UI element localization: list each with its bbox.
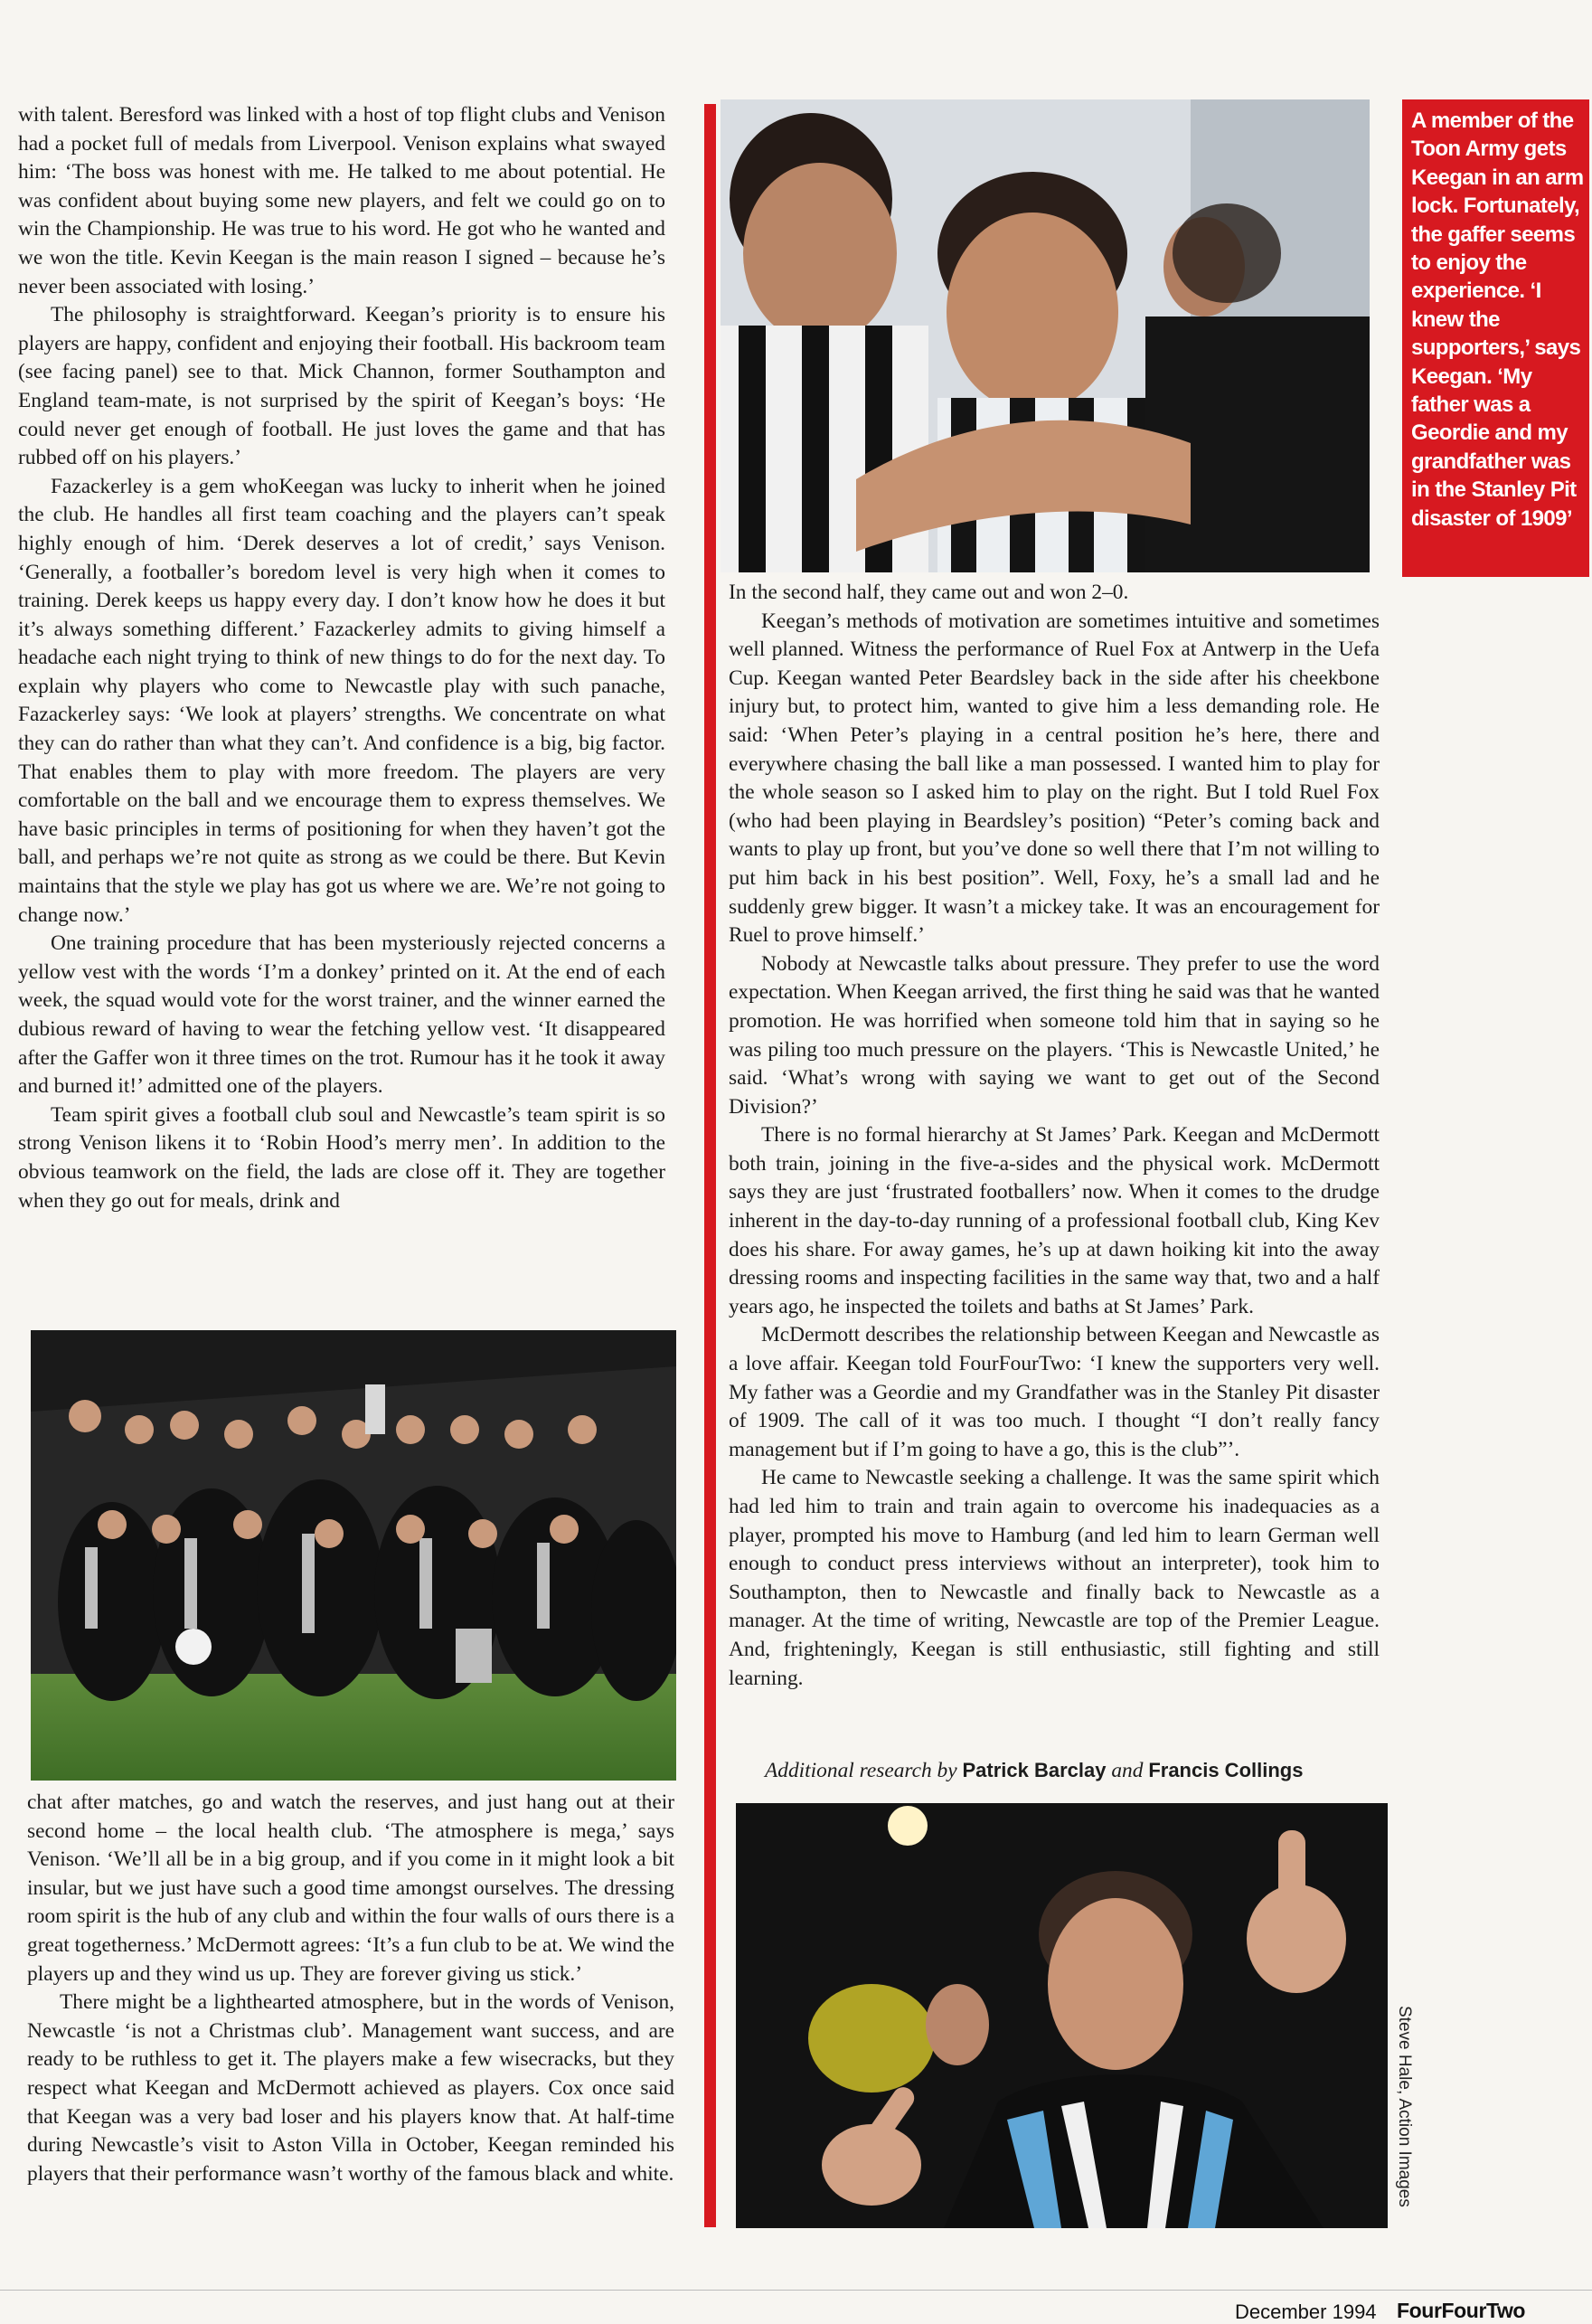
keegan-arm-lock-photo	[721, 99, 1370, 572]
footer-date: December 1994	[1235, 2300, 1377, 2323]
article-paragraph: Nobody at Newcastle talks about pressure. They prefer to use the word expectation. When Keegan arrived, the first thing he said was that he wanted promotion. He was horrified when someone told him that in saying so he was piling too much pressure on the players. ‘This is Newcastle United,’ he said. ‘What’s wrong with saying we want to get out of the Second Division?’	[729, 951, 1380, 1119]
research-joiner: and	[1111, 1759, 1144, 1782]
photo-caption-box: A member of the Toon Army gets Keegan in an arm lock. Fortunately, the gaffer seems to enjoy the experience. ‘I knew the supporters,’ says Keegan. ‘My father was a Geordie and my grandfather was in the Stanley Pit disaster of 1909’	[1402, 99, 1589, 577]
article-paragraph: Team spirit gives a football club soul and Newcastle’s team spirit is so strong Venison likens it to ‘Robin Hood’s merry men’. In addition to the obvious teamwork on the field, the lads are close off it. They are together when they go out for meals, drink and	[18, 1102, 665, 1213]
article-paragraph: chat after matches, go and watch the reserves, and just hang out at their second home – the local health club. ‘The atmosphere is mega,’ says Venison. ‘We’ll all be in a big group, and if you come in it might look a bit insular, but we just have such a good time amongst ourselves. The dressing room spirit is the hub of any club and within the four walls of ours there is a great togetherness.’ McDermott agrees: ‘It’s a fun club to be at. We wind the players up and they wind us up. They are forever giving us stick.’	[27, 1790, 674, 1986]
research-prefix: Additional research by	[765, 1759, 957, 1782]
keegan-thumbs-up-photo	[736, 1803, 1388, 2228]
article-left-bottom	[27, 1789, 674, 2188]
article-paragraph: The philosophy is straightforward. Keegan’s priority is to ensure his players are happy, confident and enjoying their football. His backroom team (see facing panel) see to that. Mick Channon, former Southampton and England team-mate, is not surprised by the spirit of Keegan’s boys: ‘He could never get enough of football. He just loves the game and that has rubbed off on his players.’	[18, 303, 665, 470]
article-paragraph: One training procedure that has been mysteriously rejected concerns a yellow vest with the words ‘I’m a donkey’ printed on it. At the end of each week, the squad would vote for the worst trainer, and the winner earned the dubious reward of having to wear the fetching yellow vest. ‘It disappeared after the Gaffer won it three times on the trot. Rumour has it he took it away and burned it!’ admitted one of the players.	[18, 931, 665, 1099]
article-paragraph: In the second half, they came out and won 2–0.	[729, 581, 1129, 604]
researcher-name: Patrick Barclay	[962, 1759, 1107, 1781]
article-paragraph: There might be a lighthearted atmosphere, but in the words of Venison, Newcastle ‘is not a Christmas club’. Management want success, and are ready to be ruthless to get it. The players make a few wisecracks, but they respect what Keegan and McDermott achieved as players. Cox once said that Keegan was a very bad loser and his players know that. At half-time during Newcastle’s visit to Aston Villa in October, Keegan reminded his players that their performance wasn’t worthy of the famous black and white.	[27, 1990, 674, 2186]
article-paragraph: with talent. Beresford was linked with a host of top flight clubs and Venison had a pocket full of medals from Liverpool. Venison explains what swayed him: ‘The boss was honest with me. He talked to me about potential. He was confident about buying some new players, and felt we could go on to win the Championship. He was true to his word. He got who he wanted and we won the title. Kevin Keegan is the main reason I signed – because he’s never been associated with losing.’	[18, 103, 665, 298]
photo-credit: Steve Hale, Action Images	[1395, 2006, 1414, 2207]
team-celebration-photo	[31, 1330, 676, 1781]
additional-research-credit	[765, 1757, 1303, 1784]
researcher-name: Francis Collings	[1148, 1759, 1304, 1781]
article-paragraph: McDermott describes the relationship between Keegan and Newcastle as a love affair. Keegan told FourFourTwo: ‘I knew the supporters very well. My father was a Geordie and my Grandfather was in the Stanley Pit disaster of 1909. The call of it was too much. I thought “I don’t really fancy management but if I’m going to have a go, this is the club”’.	[729, 1323, 1380, 1461]
article-paragraph: Keegan’s methods of motivation are sometimes intuitive and sometimes well planned. Witness the performance of Ruel Fox at Antwerp in the Uefa Cup. Keegan wanted Peter Beardsley back in the side after his cheekbone injury but, to protect him, wanted to give him a less demanding role. He said: ‘When Peter’s playing in a central position he’s here, there and everywhere chasing the ball like a man possessed. I wanted him to play for the whole season so I asked him to play on the right. But I told Ruel Fox (who had been playing in Beardsley’s position) “Peter’s coming back and wants to play up front, but you’ve done so well there that I’m not willing to put him back in his best position”. Well, Foxy, he’s a small lad and he suddenly grew bigger. It wasn’t a mickey take. It was an encouragement for Ruel to prove himself.’	[729, 609, 1380, 948]
article-paragraph: Fazackerley is a gem whoKeegan was lucky to inherit when he joined the club. He handles all first team coaching and the players can’t speak highly enough of him. ‘Derek deserves a lot of credit,’ says Venison. ‘Generally, a footballer’s boredom level is very high when it comes to training. Derek keeps us happy every day. I don’t know how he does it but it’s always something different.’ Fazackerley admits to giving himself a headache each night trying to think of new things to do for the next day. To explain why players who come to Newcastle play with such panache, Fazackerley says: ‘We look at players’ strengths. We concentrate on what they can do rather than what they can’t. And confidence is a big, big factor. That enables them to play with more freedom. The players are very comfortable on the ball and we encourage them to express themselves. We have basic principles in terms of positioning for when they haven’t got the ball, and perhaps we’re not quite as strong as we could be there. But Kevin maintains that the style we play has got us where we are. We’re not going to change now.’	[18, 474, 665, 927]
column-divider-rule	[704, 104, 716, 2227]
article-paragraph: There is no formal hierarchy at St James’ Park. Keegan and McDermott both train, joining in the five-a-sides and the physical work. McDermott says they are just ‘frustrated footballers’ now. When it comes to the drudge inherent in the day-to-day running of a professional football club, King Kev does his share. For away games, he’s up at dawn hoiking kit into the away dressing rooms and inspecting facilities in the same way that, two and a half years ago, he inspected the toilets and baths at St James’ Park.	[729, 1123, 1380, 1318]
footer-rule	[0, 2290, 1592, 2291]
article-left-top	[18, 101, 665, 1215]
article-right-column	[729, 579, 1380, 1693]
article-paragraph: He came to Newcastle seeking a challenge. It was the same spirit which had led him to train and train again to overcome his inadequacies as a player, prompted his move to Hamburg (and led him to learn German well enough to conduct press interviews without an interpreter), took him to Southampton, then to Newcastle and finally back to Newcastle as a manager. At the time of writing, Newcastle are top of the Premier League. And, frighteningly, Keegan is still enthusiastic, still fighting and still learning.	[729, 1466, 1380, 1690]
footer-magazine-name: FourFourTwo	[1397, 2299, 1526, 2322]
